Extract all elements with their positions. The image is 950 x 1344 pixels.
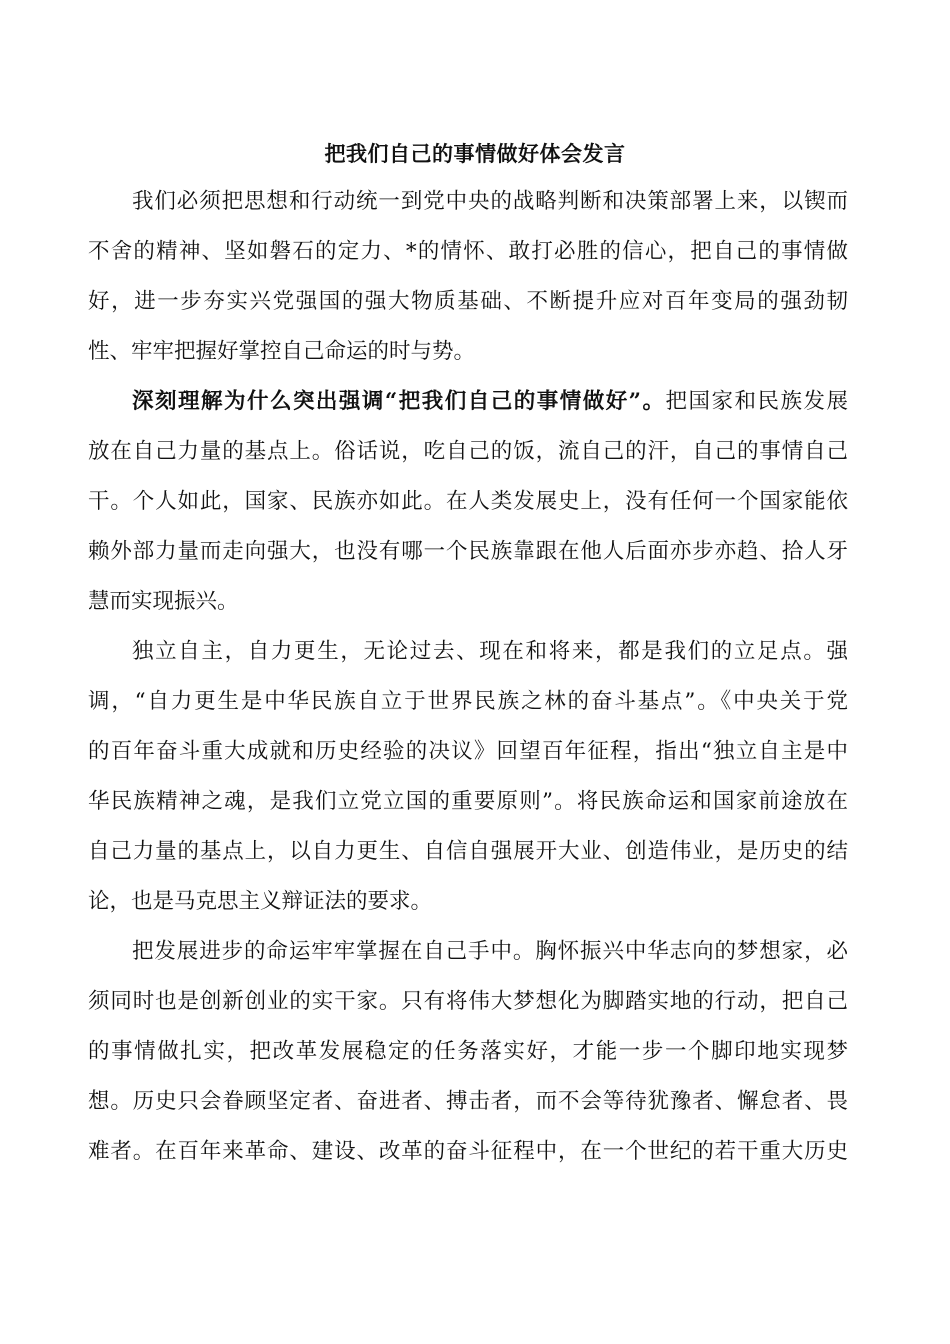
paragraph-2-line-3: 干。个人如此，国家、民族亦如此。在人类发展史上，没有任何一个国家能依	[88, 489, 848, 514]
paragraph-4-line-4: 想。历史只会眷顾坚定者、奋进者、搏击者，而不会等待犹豫者、懈怠者、畏	[88, 1089, 848, 1114]
paragraph-3-line-6: 论，也是马克思主义辩证法的要求。	[88, 889, 433, 914]
paragraph-2-heading: 深刻理解为什么突出强调“把我们自己的事情做好”。	[132, 389, 666, 414]
paragraph-2-line-4: 赖外部力量而走向强大，也没有哪一个民族靠跟在他人后面亦步亦趋、拾人牙	[88, 539, 848, 564]
paragraph-4-line-3: 的事情做扎实，把改革发展稳定的任务落实好，才能一步一个脚印地实现梦	[88, 1039, 848, 1064]
paragraph-4-line-2: 须同时也是创新创业的实干家。只有将伟大梦想化为脚踏实地的行动，把自己	[88, 989, 848, 1014]
paragraph-3-line-1: 独立自主，自力更生，无论过去、现在和将来，都是我们的立足点。强	[132, 639, 848, 664]
paragraph-1-line-3: 好，进一步夯实兴党强国的强大物质基础、不断提升应对百年变局的强劲韧	[88, 289, 848, 314]
paragraph-2-lead-text: 把国家和民族发展	[665, 389, 848, 414]
paragraph-1-line-4: 性、牢牢把握好掌控自己命运的时与势。	[88, 339, 476, 364]
paragraph-3-line-5: 自己力量的基点上，以自力更生、自信自强展开大业、创造伟业，是历史的结	[88, 839, 848, 864]
paragraph-4-line-1: 把发展进步的命运牢牢掌握在自己手中。胸怀振兴中华志向的梦想家，必	[132, 939, 848, 964]
paragraph-1-line-2: 不舍的精神、坚如磐石的定力、*的情怀、敢打必胜的信心，把自己的事情做	[88, 239, 848, 264]
paragraph-2-line-1	[132, 386, 848, 418]
paragraph-3-line-4: 华民族精神之魂，是我们立党立国的重要原则”。将民族命运和国家前途放在	[88, 789, 848, 814]
paragraph-3-line-3: 的百年奋斗重大成就和历史经验的决议》回望百年征程，指出“独立自主是中	[88, 739, 848, 764]
paragraph-4-line-5: 难者。在百年来革命、建设、改革的奋斗征程中，在一个世纪的若干重大历史	[88, 1139, 848, 1164]
paragraph-3-line-2: 调，“自力更生是中华民族自立于世界民族之林的奋斗基点”。《中央关于党	[88, 689, 848, 714]
paragraph-2-line-2: 放在自己力量的基点上。俗话说，吃自己的饭，流自己的汗，自己的事情自己	[88, 439, 848, 464]
paragraph-2-line-5: 慧而实现振兴。	[88, 589, 239, 614]
paragraph-1-line-1: 我们必须把思想和行动统一到党中央的战略判断和决策部署上来，以锲而	[132, 189, 848, 214]
document-title: 把我们自己的事情做好体会发言	[324, 141, 626, 166]
